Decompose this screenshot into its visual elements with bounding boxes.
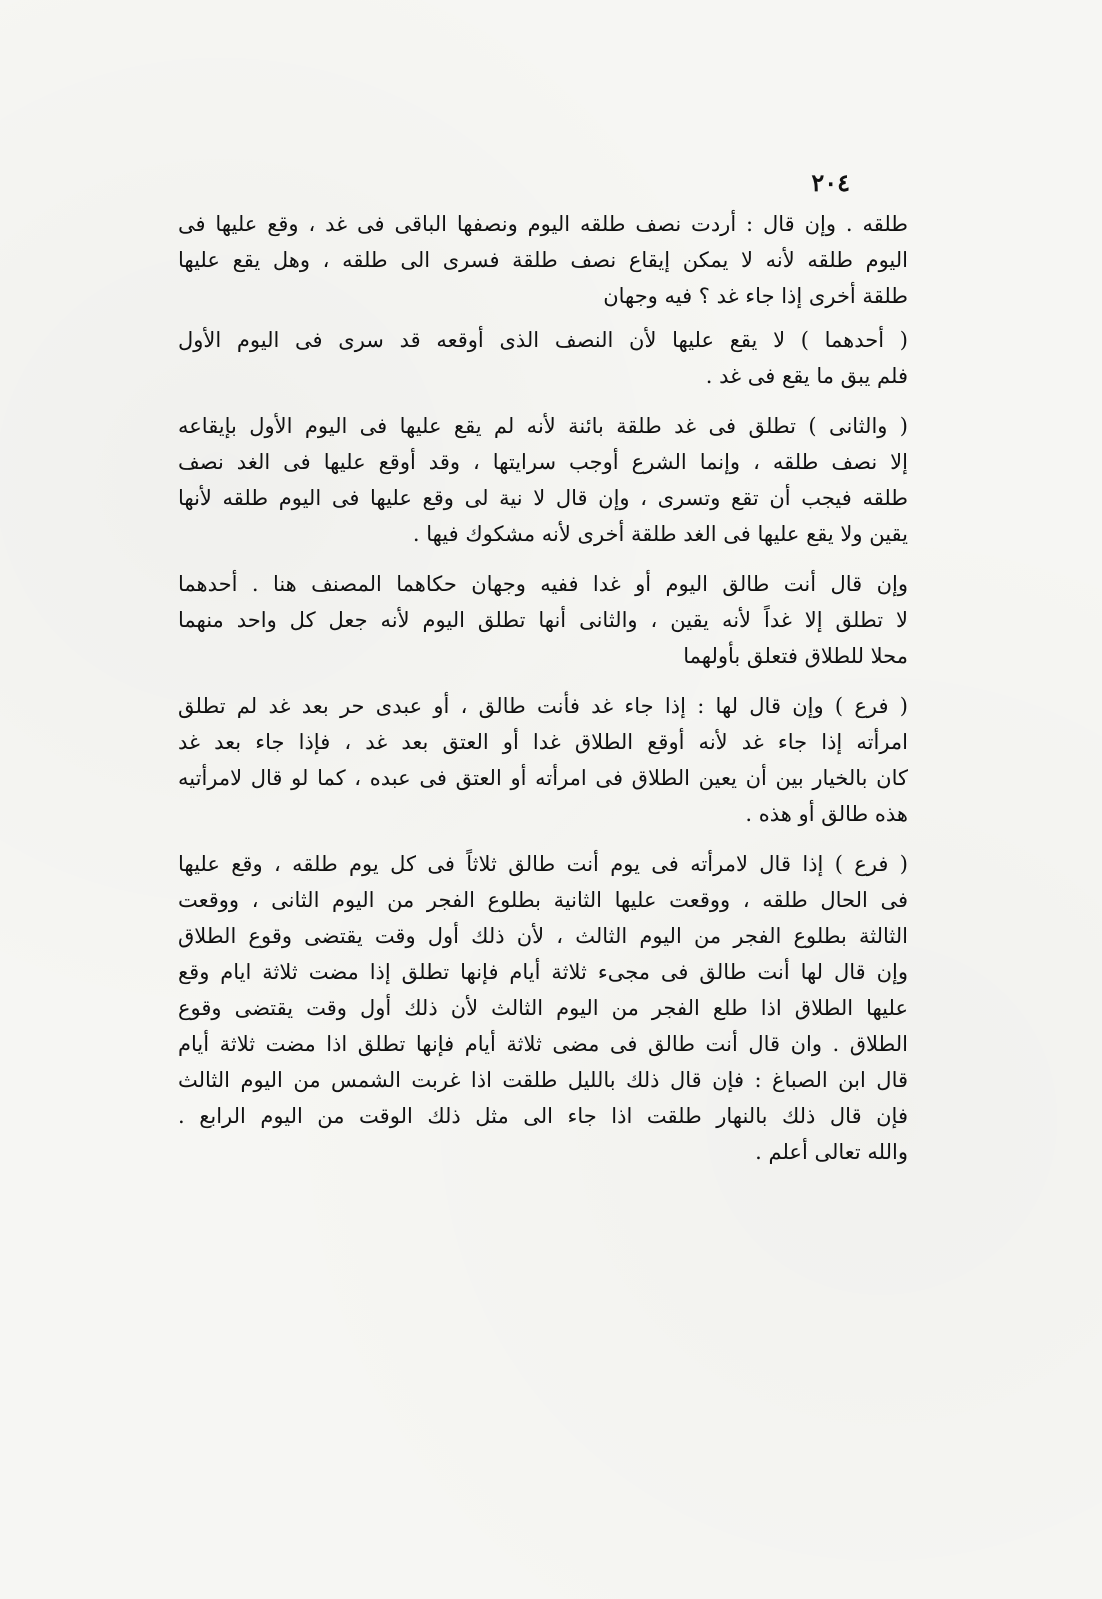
body-text [178, 206, 908, 1170]
text-line: طلقه . وإن قال : أردت نصف طلقه اليوم ونصفها الباقى فى غد ، وقع عليها فى [178, 212, 908, 236]
text-line: هذه طالق أو هذه . [745, 802, 908, 826]
text-line: والله تعالى أعلم . [755, 1140, 908, 1164]
text-line: لا تطلق إلا غداً لأنه يقين ، والثانى أنها تطلق اليوم لأنه جعل كل واحد منهما [178, 608, 908, 632]
text-line: الثالثة بطلوع الفجر من اليوم الثالث ، لأن ذلك أول وقت يقتضى وقوع الطلاق [178, 924, 908, 948]
text-line: محلا للطلاق فتعلق بأولهما [683, 644, 908, 668]
text-line: وإن قال أنت طالق اليوم أو غدا ففيه وجهان حكاهما المصنف هنا . أحدهما [178, 572, 908, 596]
text-line: قال ابن الصباغ : فإن قال ذلك بالليل طلقت اذا غربت الشمس من اليوم الثالث [178, 1068, 908, 1092]
paragraph [178, 846, 908, 1170]
text-line: فى الحال طلقه ، ووقعت عليها الثانية بطلوع الفجر من اليوم الثانى ، ووقعت [178, 888, 908, 912]
text-line: فلم يبق ما يقع فى غد . [705, 364, 908, 388]
paragraph [178, 206, 908, 314]
text-line: ( والثانى ) تطلق فى غد طلقة بائنة لأنه لم يقع عليها فى اليوم الأول بإيقاعه [178, 414, 908, 438]
paragraph [178, 566, 908, 674]
text-line: طلقة أخرى إذا جاء غد ؟ فيه وجهان [603, 284, 908, 308]
paragraph [178, 688, 908, 832]
text-line: إلا نصف طلقه ، وإنما الشرع أوجب سرايتها ، وقد أوقع عليها فى الغد نصف [178, 450, 908, 474]
page-number: ٢٠٤ [811, 168, 850, 197]
text-line: ( فرع ) وإن قال لها : إذا جاء غد فأنت طالق ، أو عبدى حر بعد غد لم تطلق [178, 694, 908, 718]
text-line: طلقه فيجب أن تقع وتسرى ، وإن قال لا نية لى وقع عليها فى اليوم طلقه لأنها [178, 486, 908, 510]
paragraph [178, 322, 908, 394]
text-line: امرأته إذا جاء غد لأنه أوقع الطلاق غدا أو العتق بعد غد ، فإذا جاء بعد غد [178, 730, 908, 754]
text-line: اليوم طلقه لأنه لا يمكن إيقاع نصف طلقة فسرى الى طلقه ، وهل يقع عليها [178, 248, 908, 272]
text-line: يقين ولا يقع عليها فى الغد طلقة أخرى لأنه مشكوك فيها . [412, 522, 908, 546]
paragraph [178, 408, 908, 552]
text-line: وإن قال لها أنت طالق فى مجىء ثلاثة أيام فإنها تطلق إذا مضت ثلاثة ايام وقع [178, 960, 908, 984]
text-line: عليها الطلاق اذا طلع الفجر من اليوم الثالث لأن ذلك أول وقت يقتضى وقوع [178, 996, 908, 1020]
text-line: كان بالخيار بين أن يعين الطلاق فى امرأته أو العتق فى عبده ، كما لو قال لامرأتيه [178, 766, 908, 790]
text-line: ( فرع ) إذا قال لامرأته فى يوم أنت طالق ثلاثاً فى كل يوم طلقه ، وقع عليها [178, 852, 908, 876]
text-line: ( أحدهما ) لا يقع عليها لأن النصف الذى أوقعه قد سرى فى اليوم الأول [178, 328, 908, 352]
text-line: الطلاق . وان قال أنت طالق فى مضى ثلاثة أيام فإنها تطلق اذا مضت ثلاثة أيام [178, 1032, 908, 1056]
text-line: فإن قال ذلك بالنهار طلقت اذا جاء الى مثل ذلك الوقت من اليوم الرابع . [178, 1104, 908, 1128]
